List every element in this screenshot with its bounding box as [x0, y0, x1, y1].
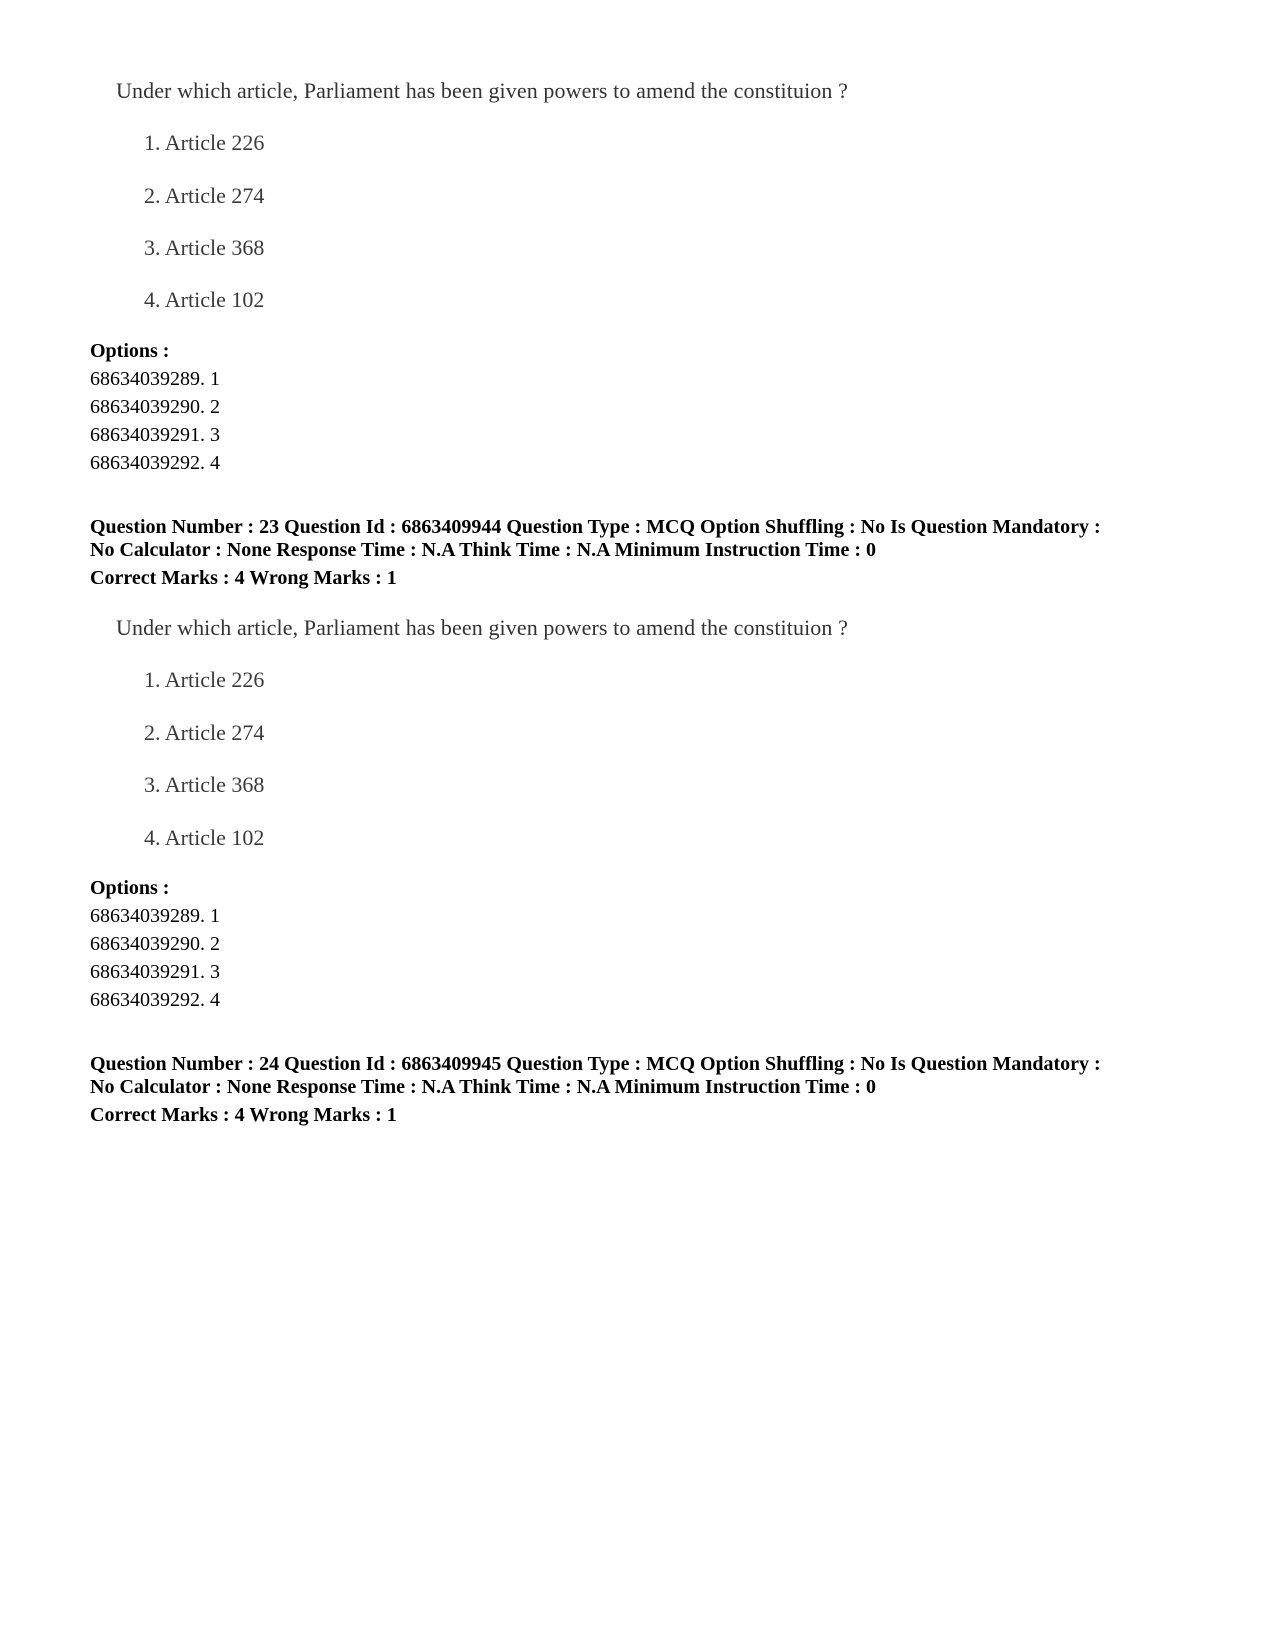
option-row: 68634039290. 2 [90, 396, 220, 418]
question-choice: 1. Article 226 [144, 667, 265, 692]
question-choice: 3. Article 368 [144, 235, 265, 260]
question-header: No Calculator : None Response Time : N.A Think Time : N.A Minimum Instruction Time : 0 [90, 1076, 876, 1098]
question-choice: 4. Article 102 [144, 287, 265, 312]
question-header: Question Number : 23 Question Id : 6863409944 Question Type : MCQ Option Shuffling : No Is Question Mandatory : [90, 516, 1101, 538]
option-row: 68634039289. 1 [90, 368, 220, 390]
question-choice: 1. Article 226 [144, 130, 265, 155]
option-row: 68634039292. 4 [90, 989, 220, 1011]
options-label: Options : [90, 877, 170, 899]
marks-line: Correct Marks : 4 Wrong Marks : 1 [90, 567, 397, 589]
marks-line: Correct Marks : 4 Wrong Marks : 1 [90, 1104, 397, 1126]
options-label: Options : [90, 340, 170, 362]
option-row: 68634039290. 2 [90, 933, 220, 955]
question-choice: 3. Article 368 [144, 772, 265, 797]
question-stem: Under which article, Parliament has been given powers to amend the constituion ? [116, 78, 848, 103]
question-stem: Under which article, Parliament has been given powers to amend the constituion ? [116, 615, 848, 640]
question-header: No Calculator : None Response Time : N.A Think Time : N.A Minimum Instruction Time : 0 [90, 539, 876, 561]
option-row: 68634039292. 4 [90, 452, 220, 474]
question-choice: 2. Article 274 [144, 183, 265, 208]
question-choice: 4. Article 102 [144, 825, 265, 850]
option-row: 68634039291. 3 [90, 424, 220, 446]
option-row: 68634039289. 1 [90, 905, 220, 927]
question-choice: 2. Article 274 [144, 720, 265, 745]
option-row: 68634039291. 3 [90, 961, 220, 983]
question-header: Question Number : 24 Question Id : 6863409945 Question Type : MCQ Option Shuffling : No Is Question Mandatory : [90, 1053, 1101, 1075]
